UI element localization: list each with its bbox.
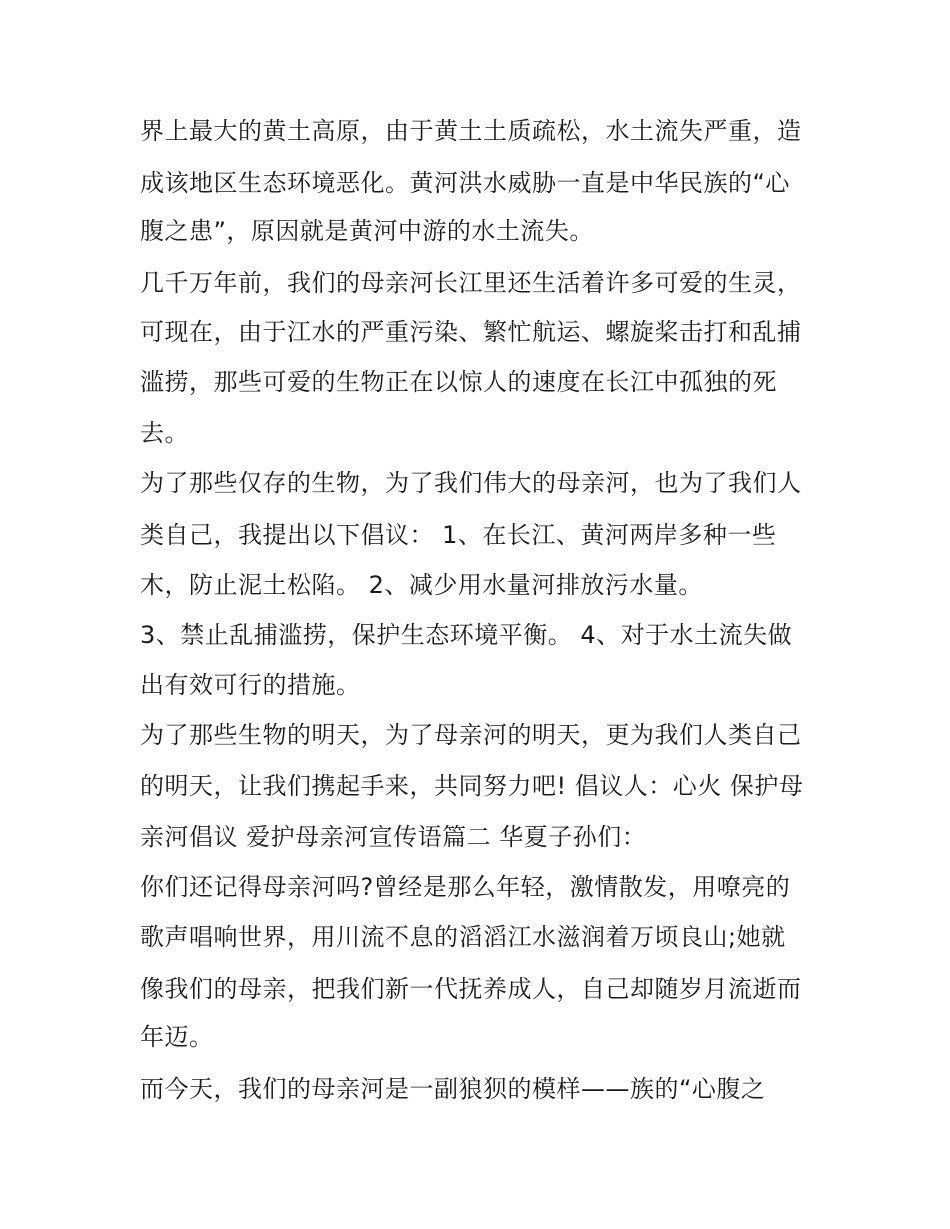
text-line: 3、禁止乱捕滥捞，保护生态环境平衡。 4、对于水土流失做 bbox=[140, 621, 793, 649]
text-line: 而今天，我们的母亲河是一副狼狈的模样——族的“心腹之 bbox=[140, 1075, 766, 1103]
text-line: 出有效可行的措施。 bbox=[140, 671, 361, 699]
text-line: 年迈。 bbox=[140, 1023, 214, 1051]
text-line: 去。 bbox=[140, 419, 189, 447]
text-line: 腹之患”，原因就是黄河中游的水土流失。 bbox=[140, 217, 594, 245]
text-line: 界上最大的黄土高原，由于黄土土质疏松，水土流失严重，造 bbox=[140, 117, 802, 145]
text-line: 歌声唱响世界，用川流不息的滔滔江水滋润着万顷良山;她就 bbox=[140, 923, 786, 951]
text-line: 几千万年前，我们的母亲河长江里还生活着许多可爱的生灵， bbox=[140, 269, 802, 297]
text-line: 木，防止泥土松陷。 2、减少用水量河排放污水量。 bbox=[140, 571, 703, 599]
text-line: 可现在，由于江水的严重污染、繁忙航运、螺旋桨击打和乱捕 bbox=[140, 318, 802, 346]
text-line: 的明天，让我们携起手来，共同努力吧! 倡议人：心火 保护母 bbox=[140, 772, 804, 800]
text-line: 成该地区生态环境恶化。黄河洪水威胁一直是中华民族的“心 bbox=[140, 169, 790, 197]
text-line: 滥捞，那些可爱的生物正在以惊人的速度在长江中孤独的死 bbox=[140, 368, 777, 396]
text-line: 为了那些生物的明天，为了母亲河的明天，更为我们人类自己 bbox=[140, 721, 802, 749]
text-line: 类自己，我提出以下倡议： 1、在长江、黄河两岸多种一些 bbox=[140, 521, 777, 549]
text-line: 你们还记得母亲河吗?曾经是那么年轻，激情散发，用嘹亮的 bbox=[140, 873, 791, 901]
text-line: 为了那些仅存的生物，为了我们伟大的母亲河，也为了我们人 bbox=[140, 469, 802, 497]
text-line: 像我们的母亲，把我们新一代抚养成人，自己却随岁月流逝而 bbox=[140, 975, 802, 1003]
text-line: 亲河倡议 爱护母亲河宣传语篇二 华夏子孙们： bbox=[140, 823, 647, 851]
